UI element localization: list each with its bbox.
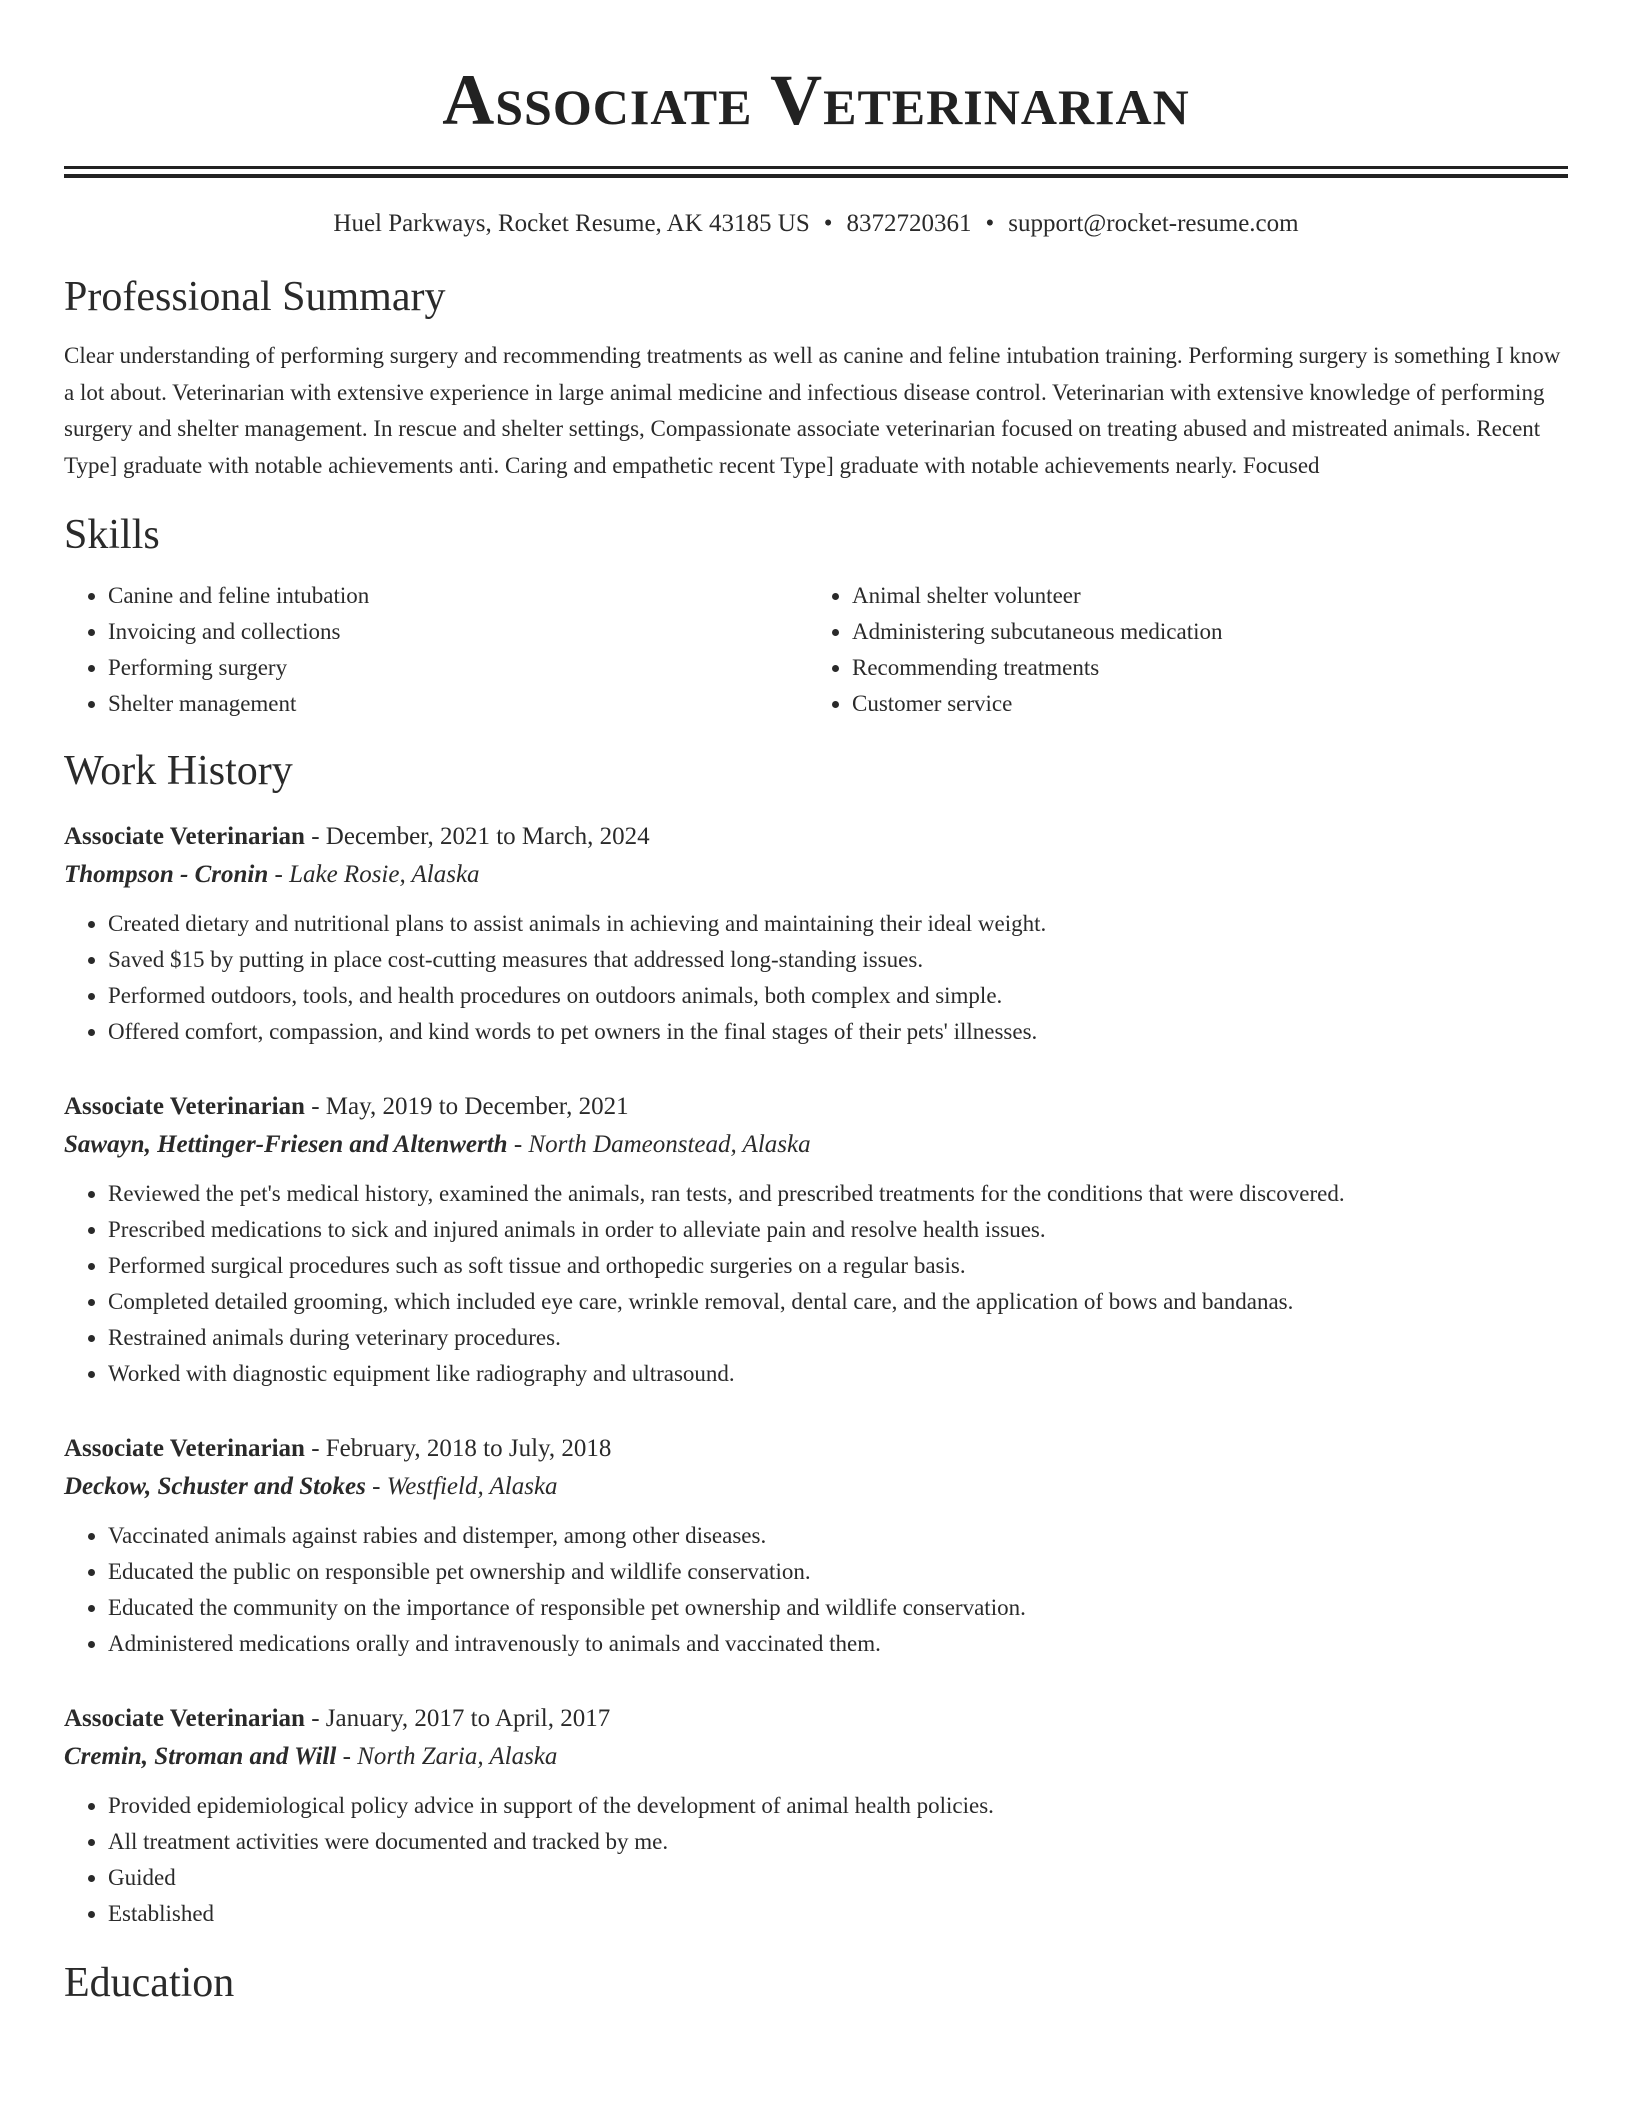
job-bullets xyxy=(64,1788,1568,1932)
job-header xyxy=(64,1088,1568,1126)
job-role: Associate Veterinarian xyxy=(64,1093,305,1120)
contact-separator: • xyxy=(823,210,833,237)
job-bullet: • Performed outdoors, tools, and health procedures on outdoors animals, both complex and simple. xyxy=(108,978,1568,1014)
contact-email: support@rocket-resume.com xyxy=(1008,210,1299,237)
job-header xyxy=(64,1700,1568,1738)
job-employer xyxy=(64,1738,1568,1776)
skills-column-left xyxy=(64,578,808,722)
job-bullets xyxy=(64,1518,1568,1662)
job-employer xyxy=(64,856,1568,894)
skill-item: • Shelter management xyxy=(108,686,808,722)
skill-item: • Administering subcutaneous medication xyxy=(852,614,1552,650)
header-rule-bottom xyxy=(64,174,1568,178)
job-dates: - May, 2019 to December, 2021 xyxy=(304,1093,629,1120)
skill-item: • Invoicing and collections xyxy=(108,614,808,650)
skill-item: • Animal shelter volunteer xyxy=(852,578,1552,614)
skill-item: • Customer service xyxy=(852,686,1552,722)
skills-list xyxy=(64,578,1568,722)
job-employer xyxy=(64,1126,1568,1164)
skills-column-right xyxy=(808,578,1552,722)
job-bullet: • Educated the public on responsible pet ownership and wildlife conservation. xyxy=(108,1554,1568,1590)
job-role: Associate Veterinarian xyxy=(64,1705,305,1732)
job-bullet: • Provided epidemiological policy advice in support of the development of animal health policies. xyxy=(108,1788,1568,1824)
job-bullet: • Completed detailed grooming, which included eye care, wrinkle removal, dental care, and the application of bows and bandanas. xyxy=(108,1284,1568,1320)
job-role: Associate Veterinarian xyxy=(64,823,305,850)
job-bullet: • Educated the community on the importance of responsible pet ownership and wildlife conservation. xyxy=(108,1590,1568,1626)
job-entry xyxy=(64,1430,1568,1662)
job-role: Associate Veterinarian xyxy=(64,1435,305,1462)
job-employer xyxy=(64,1468,1568,1506)
job-location: - North Dameonstead, Alaska xyxy=(507,1131,811,1158)
contact-line xyxy=(64,208,1568,240)
work-history-heading: Work History xyxy=(64,748,293,794)
job-bullet: • Vaccinated animals against rabies and distemper, among other diseases. xyxy=(108,1518,1568,1554)
job-company: Cremin, Stroman and Will xyxy=(64,1743,337,1770)
header-rule-top xyxy=(64,166,1568,169)
candidate-name: Associate Veterinarian xyxy=(442,60,1190,140)
job-bullet: • Established xyxy=(108,1896,1568,1932)
contact-address: Huel Parkways, Rocket Resume, AK 43185 US xyxy=(333,210,810,237)
summary-text: Clear understanding of performing surgery and recommending treatments as well as canine and feline intubation training. Performing surgery is something I know a lot about. Veterinarian with extensive experience in large animal medicine and infectious disease control. Veterinarian with extensive knowledge of performing surgery and shelter management. In rescue and shelter settings, Compassionate associate veterinarian focused on treating abused and mistreated animals. Recent Type] graduate with notable achievements anti. Caring and empathetic recent Type] graduate with notable achievements nearly. Focused xyxy=(64,343,1561,478)
job-location: - North Zaria, Alaska xyxy=(336,1743,558,1770)
job-bullet: • Created dietary and nutritional plans to assist animals in achieving and maintaining their ideal weight. xyxy=(108,906,1568,942)
education-heading: Education xyxy=(64,1960,235,2006)
job-header xyxy=(64,1430,1568,1468)
job-bullet: • Administered medications orally and intravenously to animals and vaccinated them. xyxy=(108,1626,1568,1662)
job-entry xyxy=(64,1088,1568,1392)
skill-item: • Recommending treatments xyxy=(852,650,1552,686)
job-company: Deckow, Schuster and Stokes xyxy=(64,1473,366,1500)
job-dates: - February, 2018 to July, 2018 xyxy=(304,1435,612,1462)
contact-phone: 8372720361 xyxy=(846,210,972,237)
job-entry xyxy=(64,1700,1568,1932)
skill-item: • Performing surgery xyxy=(108,650,808,686)
skill-item: • Canine and feline intubation xyxy=(108,578,808,614)
job-bullet: • Offered comfort, compassion, and kind words to pet owners in the final stages of their pets' illnesses. xyxy=(108,1014,1568,1050)
job-dates: - December, 2021 to March, 2024 xyxy=(304,823,650,850)
summary-heading: Professional Summary xyxy=(64,274,446,320)
job-bullets xyxy=(64,906,1568,1050)
job-bullet: • Performed surgical procedures such as soft tissue and orthopedic surgeries on a regular basis. xyxy=(108,1248,1568,1284)
job-dates: - January, 2017 to April, 2017 xyxy=(304,1705,611,1732)
skills-heading: Skills xyxy=(64,512,160,558)
job-entry xyxy=(64,818,1568,1050)
job-company: Thompson - Cronin xyxy=(64,861,269,888)
job-bullet: • All treatment activities were documented and tracked by me. xyxy=(108,1824,1568,1860)
job-bullets xyxy=(64,1176,1568,1392)
job-bullet: • Restrained animals during veterinary procedures. xyxy=(108,1320,1568,1356)
job-bullet: • Saved $15 by putting in place cost-cutting measures that addressed long-standing issues. xyxy=(108,942,1568,978)
contact-separator: • xyxy=(985,210,995,237)
job-bullet: • Worked with diagnostic equipment like radiography and ultrasound. xyxy=(108,1356,1568,1392)
job-bullet: • Reviewed the pet's medical history, examined the animals, ran tests, and prescribed treatments for the conditions that were discovered. xyxy=(108,1176,1568,1212)
job-location: - Westfield, Alaska xyxy=(365,1473,558,1500)
job-header xyxy=(64,818,1568,856)
job-bullet: • Prescribed medications to sick and injured animals in order to alleviate pain and resolve health issues. xyxy=(108,1212,1568,1248)
job-location: - Lake Rosie, Alaska xyxy=(268,861,480,888)
job-company: Sawayn, Hettinger-Friesen and Altenwerth xyxy=(64,1131,508,1158)
job-bullet: • Guided xyxy=(108,1860,1568,1896)
resume-page xyxy=(64,0,1568,2008)
